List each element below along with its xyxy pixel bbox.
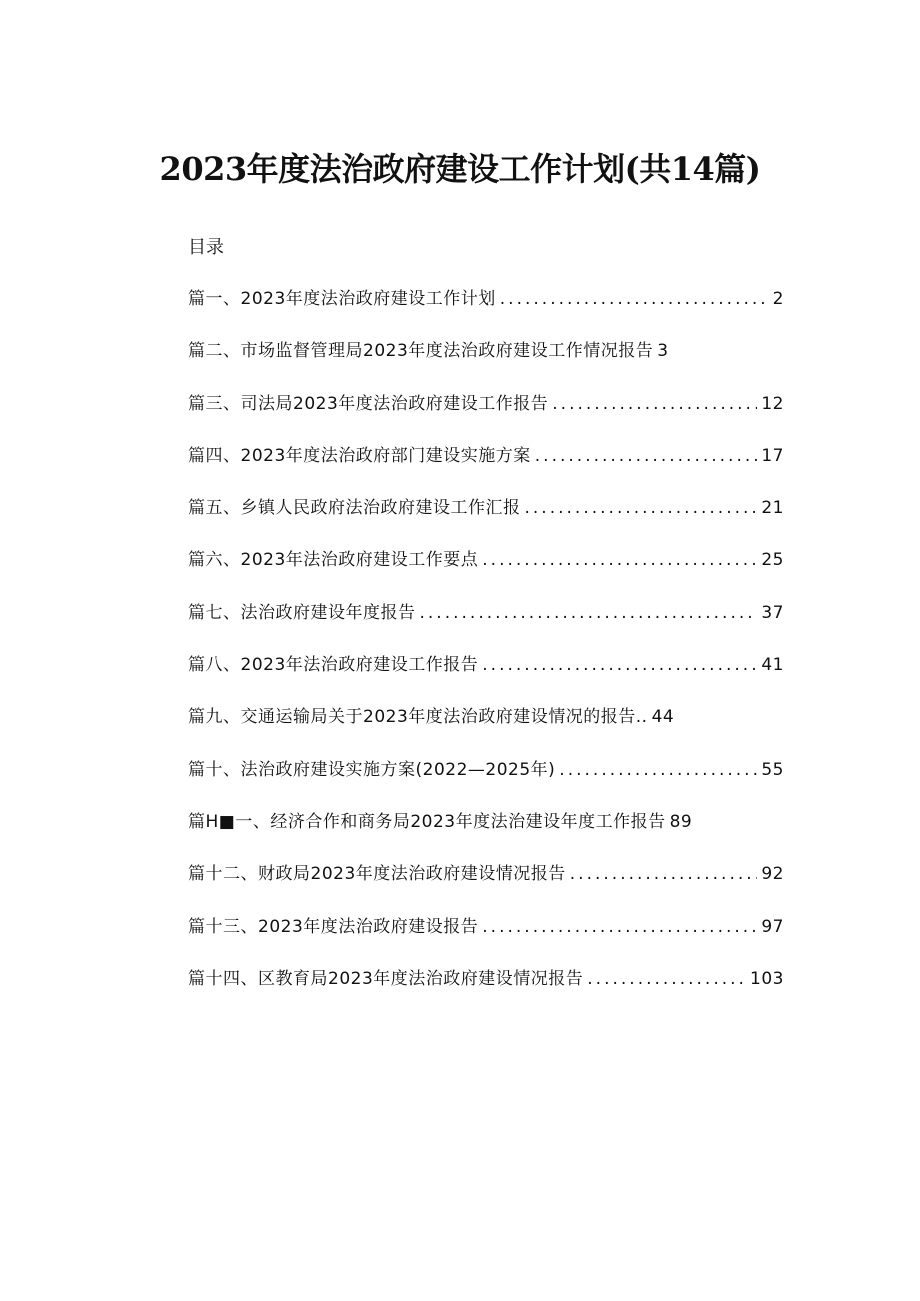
toc-page-number: 44 bbox=[651, 707, 675, 728]
toc-entry[interactable] bbox=[188, 652, 784, 704]
toc-page-number: 2 bbox=[772, 289, 784, 309]
toc-entry[interactable] bbox=[188, 495, 784, 547]
toc-entry-title: 篇九、交通运输局关于2023年度法治政府建设情况的报告.. bbox=[188, 707, 648, 728]
toc-page-number: 25 bbox=[761, 550, 784, 571]
toc-dot-leader bbox=[535, 443, 758, 469]
toc-page-number: 37 bbox=[761, 602, 784, 623]
toc-dot-leader bbox=[559, 757, 757, 783]
toc-entry-title: 篇十三、2023年度法治政府建设报告 bbox=[188, 916, 479, 937]
toc-entry-title: 篇十二、财政局2023年度法治政府建设情况报告 bbox=[188, 864, 566, 885]
toc-entry[interactable] bbox=[188, 914, 784, 966]
toc-page-number: 92 bbox=[761, 864, 784, 885]
toc-page-number: 12 bbox=[761, 393, 784, 414]
toc-dot-leader bbox=[482, 652, 757, 678]
toc-page-number: 17 bbox=[761, 445, 784, 466]
toc-page-number: 21 bbox=[761, 498, 784, 519]
toc-dot-leader bbox=[500, 286, 769, 312]
toc-entry-title: 篇六、2023年法治政府建设工作要点 bbox=[188, 550, 479, 571]
toc-entry-title: 篇十四、区教育局2023年度法治政府建设情况报告 bbox=[188, 968, 584, 989]
toc-dot-leader bbox=[525, 495, 758, 521]
toc-dot-leader bbox=[570, 861, 758, 887]
toc-entry[interactable] bbox=[188, 338, 784, 390]
toc-dot-leader bbox=[420, 600, 758, 626]
toc-page-number: 103 bbox=[750, 968, 784, 989]
toc-entry[interactable] bbox=[188, 809, 784, 861]
toc-dot-leader bbox=[587, 966, 746, 992]
toc-dot-leader bbox=[482, 547, 757, 573]
toc-entry[interactable] bbox=[188, 757, 784, 809]
toc-entry-title: 篇一、2023年度法治政府建设工作计划 bbox=[188, 289, 496, 309]
toc-dot-leader bbox=[552, 391, 757, 417]
toc-entry-title: 篇H■一、经济合作和商务局2023年度法治建设年度工作报告 bbox=[188, 811, 666, 832]
toc-page-number: 89 bbox=[669, 811, 693, 832]
toc-entry[interactable] bbox=[188, 966, 784, 1018]
table-of-contents bbox=[188, 286, 784, 1018]
toc-page-number: 3 bbox=[657, 341, 669, 362]
toc-heading: 目录 bbox=[188, 237, 224, 258]
toc-entry-title: 篇二、市场监督管理局2023年度法治政府建设工作情况报告 bbox=[188, 341, 654, 362]
toc-entry-title: 篇十、法治政府建设实施方案(2022—2025年) bbox=[188, 759, 556, 780]
toc-entry[interactable] bbox=[188, 443, 784, 495]
toc-entry[interactable] bbox=[188, 391, 784, 443]
toc-page-number: 97 bbox=[761, 916, 784, 937]
toc-entry[interactable] bbox=[188, 861, 784, 913]
toc-entry-title: 篇三、司法局2023年度法治政府建设工作报告 bbox=[188, 393, 549, 414]
toc-page-number: 55 bbox=[761, 759, 784, 780]
toc-entry-title: 篇八、2023年法治政府建设工作报告 bbox=[188, 655, 479, 676]
document-title: 2023年度法治政府建设工作计划(共14篇) bbox=[159, 150, 761, 188]
toc-entry[interactable] bbox=[188, 286, 784, 338]
toc-entry-title: 篇四、2023年度法治政府部门建设实施方案 bbox=[188, 445, 531, 466]
toc-dot-leader bbox=[482, 914, 757, 940]
toc-entry[interactable] bbox=[188, 547, 784, 599]
toc-entry[interactable] bbox=[188, 600, 784, 652]
toc-entry-title: 篇五、乡镇人民政府法治政府建设工作汇报 bbox=[188, 498, 521, 519]
toc-entry[interactable] bbox=[188, 704, 784, 756]
toc-entry-title: 篇七、法治政府建设年度报告 bbox=[188, 602, 416, 623]
toc-page-number: 41 bbox=[761, 655, 784, 676]
